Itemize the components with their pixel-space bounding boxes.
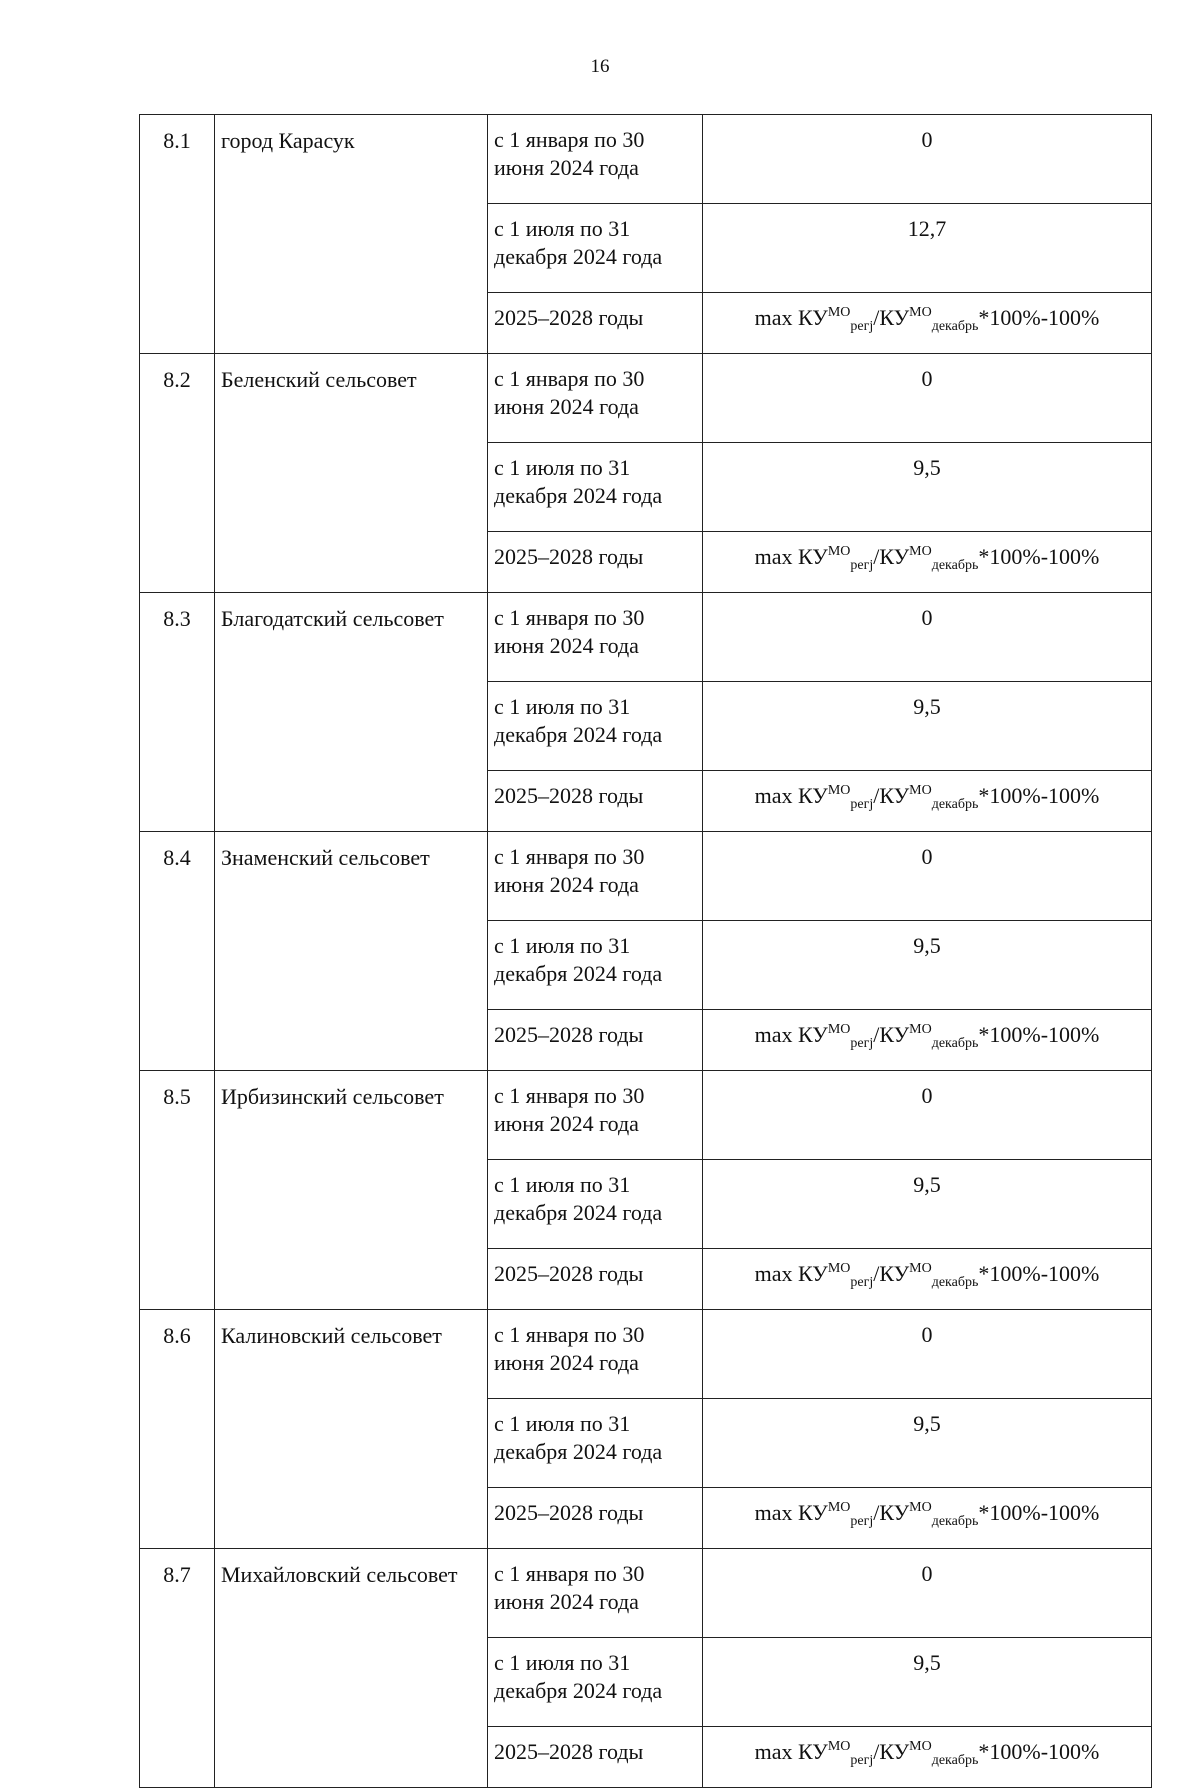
row-number: 8.2	[140, 354, 215, 593]
formula-cell	[703, 1249, 1152, 1310]
period-cell: с 1 января по 30 июня 2024 года	[488, 354, 703, 443]
formula-s2: МО	[909, 1261, 932, 1276]
formula-post: *100%-100%	[978, 1022, 1100, 1047]
table-row	[140, 593, 1152, 682]
formula-s1: МО	[827, 544, 851, 559]
table-row	[140, 354, 1152, 443]
table-row	[140, 1310, 1152, 1399]
formula-mid: /КУ	[873, 1739, 910, 1764]
value-cell: 0	[703, 354, 1152, 443]
period-cell: 2025–2028 годы	[488, 1727, 703, 1788]
formula-post: *100%-100%	[978, 1261, 1100, 1286]
value-cell: 0	[703, 1310, 1152, 1399]
formula-pre: max КУ	[754, 544, 828, 569]
period-cell: с 1 января по 30 июня 2024 года	[488, 1549, 703, 1638]
value-cell: 9,5	[703, 1399, 1152, 1488]
municipality-name: Ирбизинский сельсовет	[215, 1071, 488, 1310]
formula-pre: max КУ	[754, 1500, 828, 1525]
formula-s2: МО	[909, 1500, 932, 1515]
formula-post: *100%-100%	[978, 544, 1100, 569]
page-number: 16	[590, 56, 610, 77]
value-cell: 12,7	[703, 204, 1152, 293]
formula-pre: max КУ	[754, 1739, 828, 1764]
formula-cell	[703, 532, 1152, 593]
formula-b2: декабрь	[931, 558, 979, 573]
formula-cell	[703, 771, 1152, 832]
formula-b2: декабрь	[931, 1275, 979, 1290]
formula-b1: pегj	[850, 558, 874, 573]
formula-mid: /КУ	[873, 1022, 910, 1047]
formula-cell	[703, 1488, 1152, 1549]
table-row	[140, 1549, 1152, 1638]
period-cell: с 1 января по 30 июня 2024 года	[488, 1071, 703, 1160]
formula-s1: МО	[827, 1022, 851, 1037]
value-cell: 0	[703, 1071, 1152, 1160]
formula-post: *100%-100%	[978, 1500, 1100, 1525]
table-body	[140, 115, 1152, 1788]
formula-b2: декабрь	[931, 319, 979, 334]
municipality-name: Калиновский сельсовет	[215, 1310, 488, 1549]
municipality-name: Михайловский сельсовет	[215, 1549, 488, 1788]
value-cell: 9,5	[703, 682, 1152, 771]
formula-s1: МО	[827, 1739, 851, 1754]
row-number: 8.4	[140, 832, 215, 1071]
value-cell: 9,5	[703, 1160, 1152, 1249]
municipality-name: Беленский сельсовет	[215, 354, 488, 593]
period-cell: с 1 июля по 31 декабря 2024 года	[488, 204, 703, 293]
formula-cell	[703, 1727, 1152, 1788]
formula-b1: pегj	[850, 1514, 874, 1529]
value-cell: 0	[703, 115, 1152, 204]
row-number: 8.3	[140, 593, 215, 832]
period-cell: 2025–2028 годы	[488, 293, 703, 354]
formula-mid: /КУ	[873, 1500, 910, 1525]
formula-s2: МО	[909, 1022, 932, 1037]
municipality-name: город Карасук	[215, 115, 488, 354]
period-cell: с 1 июля по 31 декабря 2024 года	[488, 443, 703, 532]
formula-pre: max КУ	[754, 305, 828, 330]
period-cell: с 1 января по 30 июня 2024 года	[488, 832, 703, 921]
formula-s2: МО	[909, 1739, 932, 1754]
formula-cell	[703, 1010, 1152, 1071]
period-cell: с 1 января по 30 июня 2024 года	[488, 115, 703, 204]
value-cell: 9,5	[703, 443, 1152, 532]
formula-post: *100%-100%	[978, 1739, 1100, 1764]
value-cell: 9,5	[703, 1638, 1152, 1727]
value-cell: 0	[703, 593, 1152, 682]
value-cell: 0	[703, 1549, 1152, 1638]
period-cell: с 1 июля по 31 декабря 2024 года	[488, 1638, 703, 1727]
period-cell: с 1 июля по 31 декабря 2024 года	[488, 1399, 703, 1488]
period-cell: с 1 января по 30 июня 2024 года	[488, 1310, 703, 1399]
formula-s1: МО	[827, 305, 851, 320]
formula-s1: МО	[827, 783, 851, 798]
formula-b2: декабрь	[931, 1753, 979, 1768]
formula-b1: pегj	[850, 1275, 874, 1290]
formula-b2: декабрь	[931, 1036, 979, 1051]
table-row	[140, 1071, 1152, 1160]
period-cell: с 1 июля по 31 декабря 2024 года	[488, 921, 703, 1010]
formula-pre: max КУ	[754, 783, 828, 808]
period-cell: 2025–2028 годы	[488, 1488, 703, 1549]
formula-b1: pегj	[850, 1753, 874, 1768]
row-number: 8.1	[140, 115, 215, 354]
formula-s2: МО	[909, 544, 932, 559]
formula-post: *100%-100%	[978, 305, 1100, 330]
period-cell: с 1 июля по 31 декабря 2024 года	[488, 682, 703, 771]
value-cell: 0	[703, 832, 1152, 921]
formula-b1: pегj	[850, 1036, 874, 1051]
formula-s2: МО	[909, 783, 932, 798]
formula-s1: МО	[827, 1261, 851, 1276]
formula-mid: /КУ	[873, 305, 910, 330]
row-number: 8.6	[140, 1310, 215, 1549]
formula-mid: /КУ	[873, 544, 910, 569]
formula-cell	[703, 293, 1152, 354]
formula-post: *100%-100%	[978, 783, 1100, 808]
formula-b1: pегj	[850, 797, 874, 812]
period-cell: 2025–2028 годы	[488, 1249, 703, 1310]
formula-b2: декабрь	[931, 1514, 979, 1529]
period-cell: 2025–2028 годы	[488, 771, 703, 832]
municipality-name: Знаменский сельсовет	[215, 832, 488, 1071]
table-row	[140, 832, 1152, 921]
formula-pre: max КУ	[754, 1022, 828, 1047]
period-cell: 2025–2028 годы	[488, 1010, 703, 1071]
table-row	[140, 115, 1152, 204]
period-cell: 2025–2028 годы	[488, 532, 703, 593]
value-cell: 9,5	[703, 921, 1152, 1010]
period-cell: с 1 января по 30 июня 2024 года	[488, 593, 703, 682]
formula-s1: МО	[827, 1500, 851, 1515]
formula-mid: /КУ	[873, 783, 910, 808]
period-cell: с 1 июля по 31 декабря 2024 года	[488, 1160, 703, 1249]
municipality-name: Благодатский сельсовет	[215, 593, 488, 832]
tariff-table	[139, 114, 1152, 1788]
formula-mid: /КУ	[873, 1261, 910, 1286]
formula-b2: декабрь	[931, 797, 979, 812]
row-number: 8.5	[140, 1071, 215, 1310]
formula-b1: pегj	[850, 319, 874, 334]
formula-pre: max КУ	[754, 1261, 828, 1286]
formula-s2: МО	[909, 305, 932, 320]
row-number: 8.7	[140, 1549, 215, 1788]
